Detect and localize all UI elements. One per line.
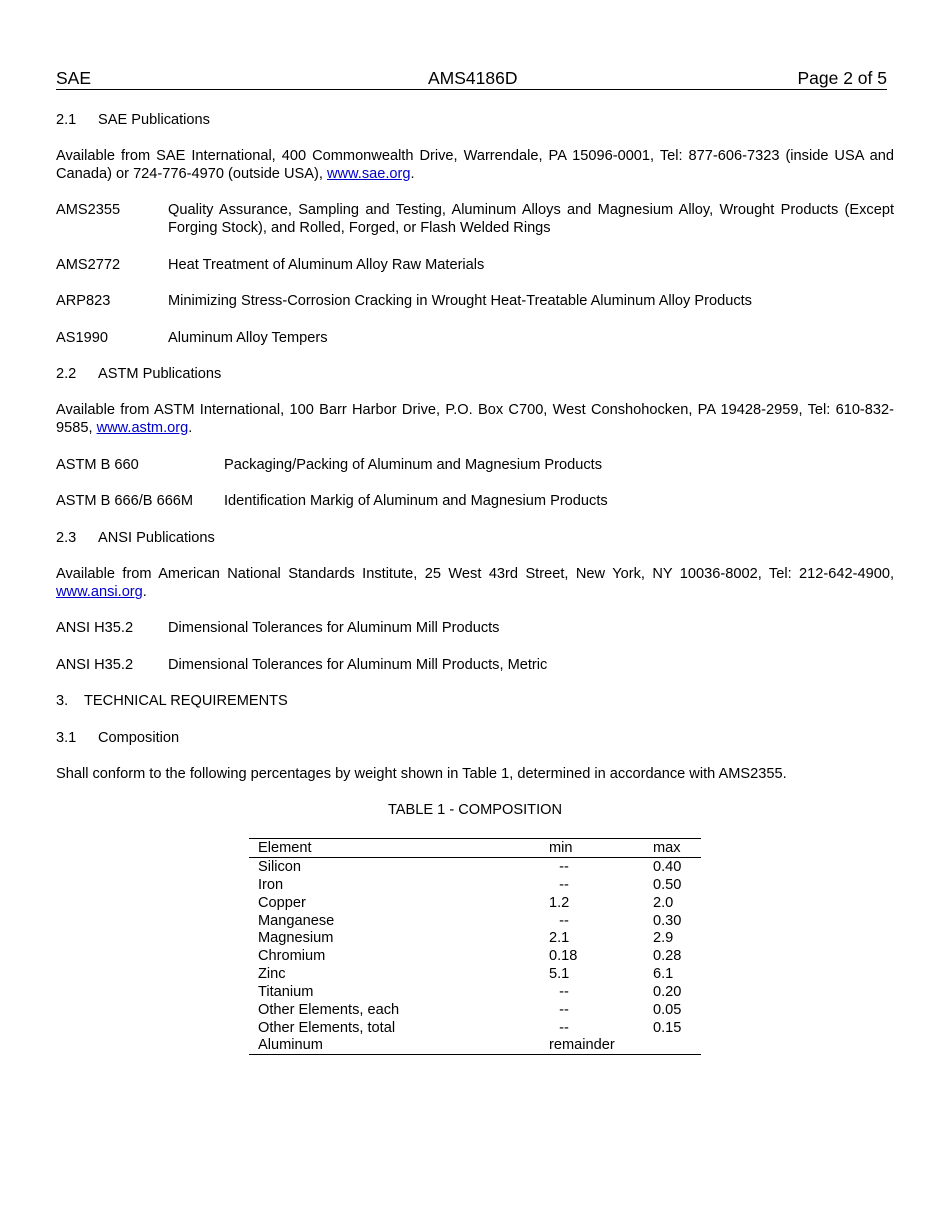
section-number-tech: 3. bbox=[56, 693, 69, 709]
section-title-ansi: ANSI Publications bbox=[98, 530, 215, 546]
cell-max: 6.1 bbox=[653, 966, 674, 983]
section-title-composition: Composition bbox=[98, 730, 180, 746]
sae-availability-end: . bbox=[410, 166, 415, 182]
ref-desc: Heat Treatment of Aluminum Alloy Raw Materials bbox=[168, 257, 485, 273]
table-row bbox=[249, 1001, 701, 1019]
cell-min: -- bbox=[559, 1001, 569, 1018]
cell-min: 2.1 bbox=[549, 930, 570, 947]
ref-desc: Dimensional Tolerances for Aluminum Mill Products bbox=[168, 620, 500, 636]
header-element: Element bbox=[258, 840, 312, 856]
table-row bbox=[249, 876, 701, 894]
section-number-astm: 2.2 bbox=[56, 366, 77, 382]
section-title-astm: ASTM Publications bbox=[98, 366, 222, 382]
sae-availability-text: Available from SAE International, 400 Commonwealth Drive, Warrendale, PA 15096-0001, Tel: 877-606-7323 (inside USA and Canada) or 724-776-4970 (outside USA), bbox=[56, 148, 894, 182]
table-body bbox=[249, 858, 701, 1054]
ref-code: ASTM B 660 bbox=[56, 457, 139, 473]
cell-min: -- bbox=[559, 912, 569, 929]
ref-desc: Dimensional Tolerances for Aluminum Mill Products, Metric bbox=[168, 657, 548, 673]
section-title-sae: SAE Publications bbox=[98, 112, 210, 128]
header-org: SAE bbox=[56, 68, 92, 88]
ref-desc: Identification Markig of Aluminum and Magnesium Products bbox=[224, 493, 608, 509]
section-number-sae: 2.1 bbox=[56, 112, 77, 128]
cell-min: -- bbox=[559, 1019, 569, 1036]
cell-max: 0.30 bbox=[653, 912, 682, 929]
ansi-availability-text: Available from American National Standards Institute, 25 West 43rd Street, New York, NY 10036-8002, Tel: 212-642-4900, bbox=[56, 566, 894, 582]
table-row bbox=[249, 965, 701, 983]
table-row bbox=[249, 983, 701, 1001]
cell-element: Iron bbox=[258, 876, 284, 893]
cell-max: 0.20 bbox=[653, 983, 682, 1000]
cell-min: -- bbox=[559, 876, 569, 893]
ansi-availability bbox=[56, 565, 894, 601]
ref-code: ANSI H35.2 bbox=[56, 657, 134, 673]
table-title: TABLE 1 - COMPOSITION bbox=[387, 802, 563, 818]
cell-max: 2.0 bbox=[653, 894, 674, 911]
astm-availability-text: Available from ASTM International, 100 Barr Harbor Drive, P.O. Box C700, West Conshohocken, PA 19428-2959, Tel: 610-832-9585, bbox=[56, 402, 894, 436]
table-row bbox=[249, 1036, 701, 1054]
cell-element: Zinc bbox=[258, 966, 286, 983]
cell-min: -- bbox=[559, 983, 569, 1000]
cell-min: 5.1 bbox=[549, 966, 570, 983]
ansi-availability-end: . bbox=[142, 584, 147, 600]
ref-code: AMS2355 bbox=[56, 202, 121, 218]
header-doc-number: AMS4186D bbox=[428, 68, 518, 88]
table-row bbox=[249, 929, 701, 947]
sae-availability bbox=[56, 147, 894, 183]
cell-element: Titanium bbox=[258, 983, 314, 1000]
table-row bbox=[249, 912, 701, 930]
cell-element: Manganese bbox=[258, 912, 335, 929]
cell-min: 1.2 bbox=[549, 894, 570, 911]
table-header-row bbox=[249, 839, 701, 858]
section-title-tech: TECHNICAL REQUIREMENTS bbox=[84, 693, 288, 709]
composition-text: Shall conform to the following percentages by weight shown in Table 1, determined in accordance with AMS2355. bbox=[56, 766, 787, 782]
cell-element: Other Elements, each bbox=[258, 1001, 400, 1018]
cell-max: 0.15 bbox=[653, 1019, 682, 1036]
table-row bbox=[249, 947, 701, 965]
cell-max: 2.9 bbox=[653, 930, 674, 947]
table-row bbox=[249, 1019, 701, 1037]
cell-element: Aluminum bbox=[258, 1037, 323, 1054]
cell-element: Chromium bbox=[258, 948, 326, 965]
ansi-link[interactable]: www.ansi.org bbox=[56, 584, 143, 600]
composition-table bbox=[249, 838, 701, 1055]
cell-max: 0.40 bbox=[653, 859, 682, 875]
cell-min: 0.18 bbox=[549, 948, 578, 965]
cell-element: Silicon bbox=[258, 859, 301, 875]
ref-code: AMS2772 bbox=[56, 257, 121, 273]
ref-desc: Quality Assurance, Sampling and Testing, Aluminum Alloys and Magnesium Alloy, Wrought Products (Except Forging Stock), and Rolled, Forged, or Flash Welded Rings bbox=[168, 202, 894, 236]
header-max: max bbox=[653, 840, 681, 856]
cell-element: Magnesium bbox=[258, 930, 334, 947]
cell-max: 0.05 bbox=[653, 1001, 682, 1018]
astm-link[interactable]: www.astm.org bbox=[96, 420, 189, 436]
ref-desc: Minimizing Stress-Corrosion Cracking in Wrought Heat-Treatable Aluminum Alloy Products bbox=[168, 293, 752, 309]
page-header bbox=[56, 68, 887, 90]
cell-min: -- bbox=[559, 859, 569, 875]
ref-code: ASTM B 666/B 666M bbox=[56, 493, 194, 509]
ref-code: ARP823 bbox=[56, 293, 111, 309]
sae-link[interactable]: www.sae.org bbox=[326, 166, 411, 182]
cell-min: remainder bbox=[549, 1037, 615, 1054]
cell-element: Other Elements, total bbox=[258, 1019, 396, 1036]
cell-max: 0.50 bbox=[653, 876, 682, 893]
header-min: min bbox=[549, 840, 573, 856]
header-page-number: Page 2 of 5 bbox=[797, 68, 887, 88]
ref-code: AS1990 bbox=[56, 330, 108, 346]
ref-desc: Aluminum Alloy Tempers bbox=[168, 330, 328, 346]
ref-desc: Packaging/Packing of Aluminum and Magnesium Products bbox=[224, 457, 603, 473]
table-row bbox=[249, 894, 701, 912]
table-row bbox=[249, 858, 701, 876]
section-number-composition: 3.1 bbox=[56, 730, 77, 746]
section-number-ansi: 2.3 bbox=[56, 530, 77, 546]
cell-max: 0.28 bbox=[653, 948, 682, 965]
astm-availability bbox=[56, 401, 894, 437]
cell-element: Copper bbox=[258, 894, 306, 911]
ref-code: ANSI H35.2 bbox=[56, 620, 134, 636]
astm-availability-end: . bbox=[188, 420, 193, 436]
